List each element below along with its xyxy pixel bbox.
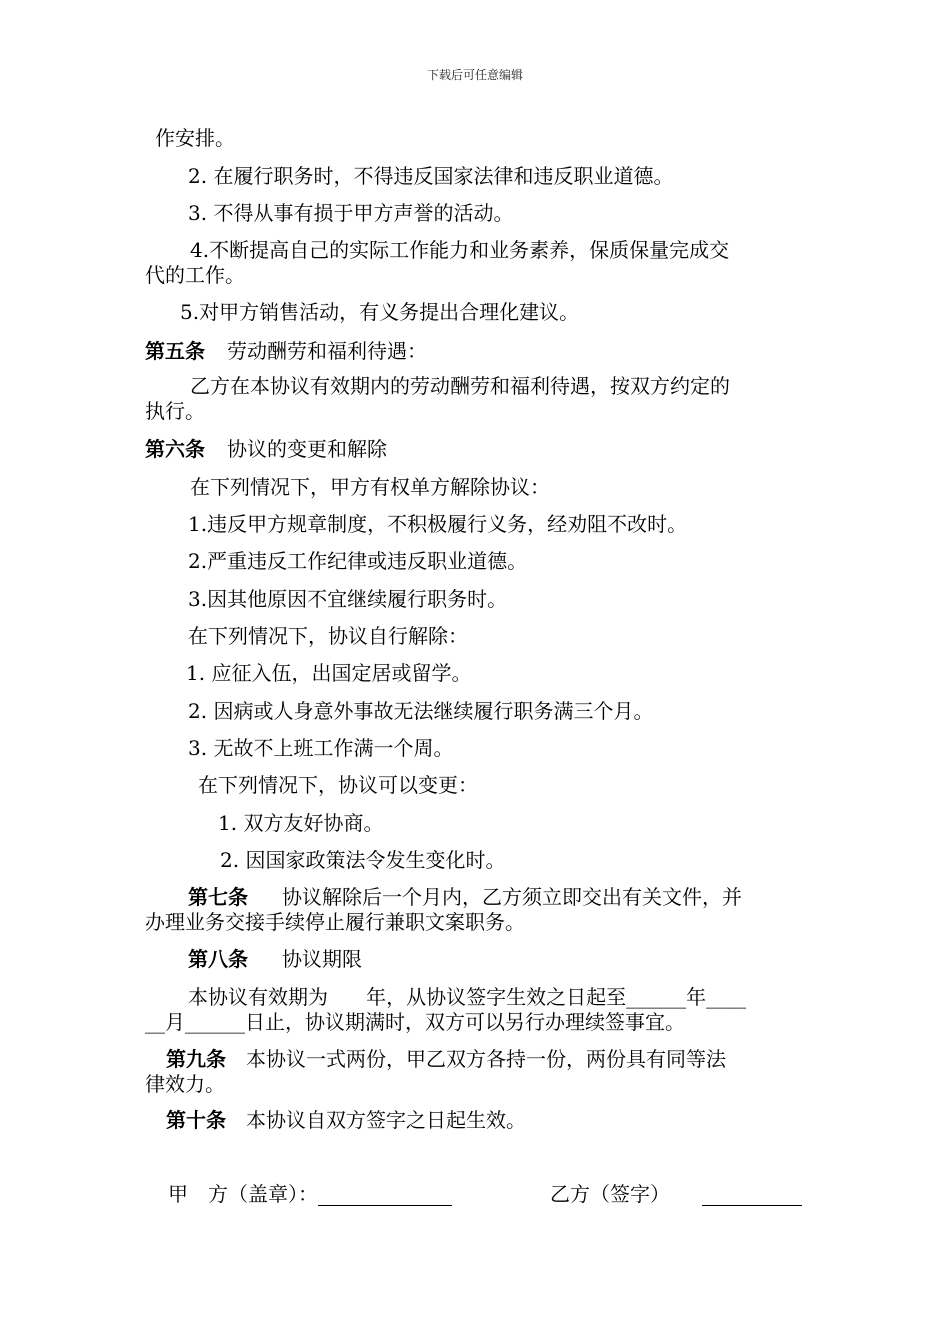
article-subject: 劳动酬劳和福利待遇： [227, 339, 427, 363]
text-line: 作安排。 [155, 126, 235, 150]
article-title: 第五条 [145, 339, 205, 363]
article-title: 第十条 [166, 1108, 226, 1132]
text-line: 在下列情况下，协议自行解除： [188, 624, 468, 648]
article-subject: 协议期限 [282, 947, 362, 971]
text-line: 执行。 [145, 399, 205, 423]
text-line: 乙方在本协议有效期内的劳动酬劳和福利待遇，按双方约定的 [190, 374, 730, 398]
signature-label: 乙方（签字） [550, 1182, 670, 1206]
signature-line-party-a[interactable] [318, 1185, 452, 1206]
text-line: 3. 无故不上班工作满一个周。 [188, 736, 454, 760]
article-title: 第七条 [188, 885, 248, 909]
text-line: 办理业务交接手续停止履行兼职文案职务。 [145, 910, 525, 934]
text-line: __月______日止，协议期满时，双方可以另行办理续签事宜。 [145, 1010, 685, 1034]
article-8-heading [188, 947, 362, 971]
text-line: 2. 因国家政策法令发生变化时。 [220, 848, 506, 872]
text-line: 3. 不得从事有损于甲方声誉的活动。 [188, 201, 514, 225]
page-header: 下载后可任意编辑 [426, 68, 523, 82]
signature-label: 甲 方（盖章）： [168, 1182, 318, 1206]
text-line: 2.严重违反工作纪律或违反职业道德。 [188, 549, 528, 573]
text-line: 2. 因病或人身意外事故无法继续履行职务满三个月。 [188, 699, 654, 723]
article-6-heading [145, 437, 387, 461]
signature-party-a [168, 1182, 452, 1206]
text-line: 2. 在履行职务时，不得违反国家法律和违反职业道德。 [188, 164, 674, 188]
text-line: 1. 双方友好协商。 [218, 811, 384, 835]
text-line: 在下列情况下，甲方有权单方解除协议： [190, 475, 550, 499]
article-title: 第六条 [145, 437, 205, 461]
signature-party-b [550, 1182, 802, 1206]
article-title: 第八条 [188, 947, 248, 971]
text-line: 4.不断提高自己的实际工作能力和业务素养，保质保量完成交 [190, 238, 730, 262]
article-9-heading [166, 1047, 726, 1071]
signature-line-party-b[interactable] [702, 1185, 802, 1206]
article-10-heading [166, 1108, 526, 1132]
article-5-heading [145, 339, 427, 363]
article-subject: 本协议自双方签字之日起生效。 [246, 1108, 526, 1132]
article-7-heading [188, 885, 742, 909]
text-line: 本协议有效期为 年，从协议签字生效之日起至______年____ [188, 985, 747, 1009]
text-line: 律效力。 [145, 1072, 225, 1096]
text-line: 代的工作。 [145, 263, 245, 287]
article-subject: 本协议一式两份，甲乙双方各持一份，两份具有同等法 [246, 1047, 726, 1071]
text-line: 3.因其他原因不宜继续履行职务时。 [188, 587, 508, 611]
article-subject: 协议的变更和解除 [227, 437, 387, 461]
article-title: 第九条 [166, 1047, 226, 1071]
text-line: 1.违反甲方规章制度，不积极履行义务，经劝阻不改时。 [188, 512, 688, 536]
article-subject: 协议解除后一个月内，乙方须立即交出有关文件，并 [282, 885, 742, 909]
text-line: 1. 应征入伍，出国定居或留学。 [186, 661, 472, 685]
text-line: 在下列情况下，协议可以变更： [198, 773, 478, 797]
text-line: 5.对甲方销售活动，有义务提出合理化建议。 [180, 300, 580, 324]
